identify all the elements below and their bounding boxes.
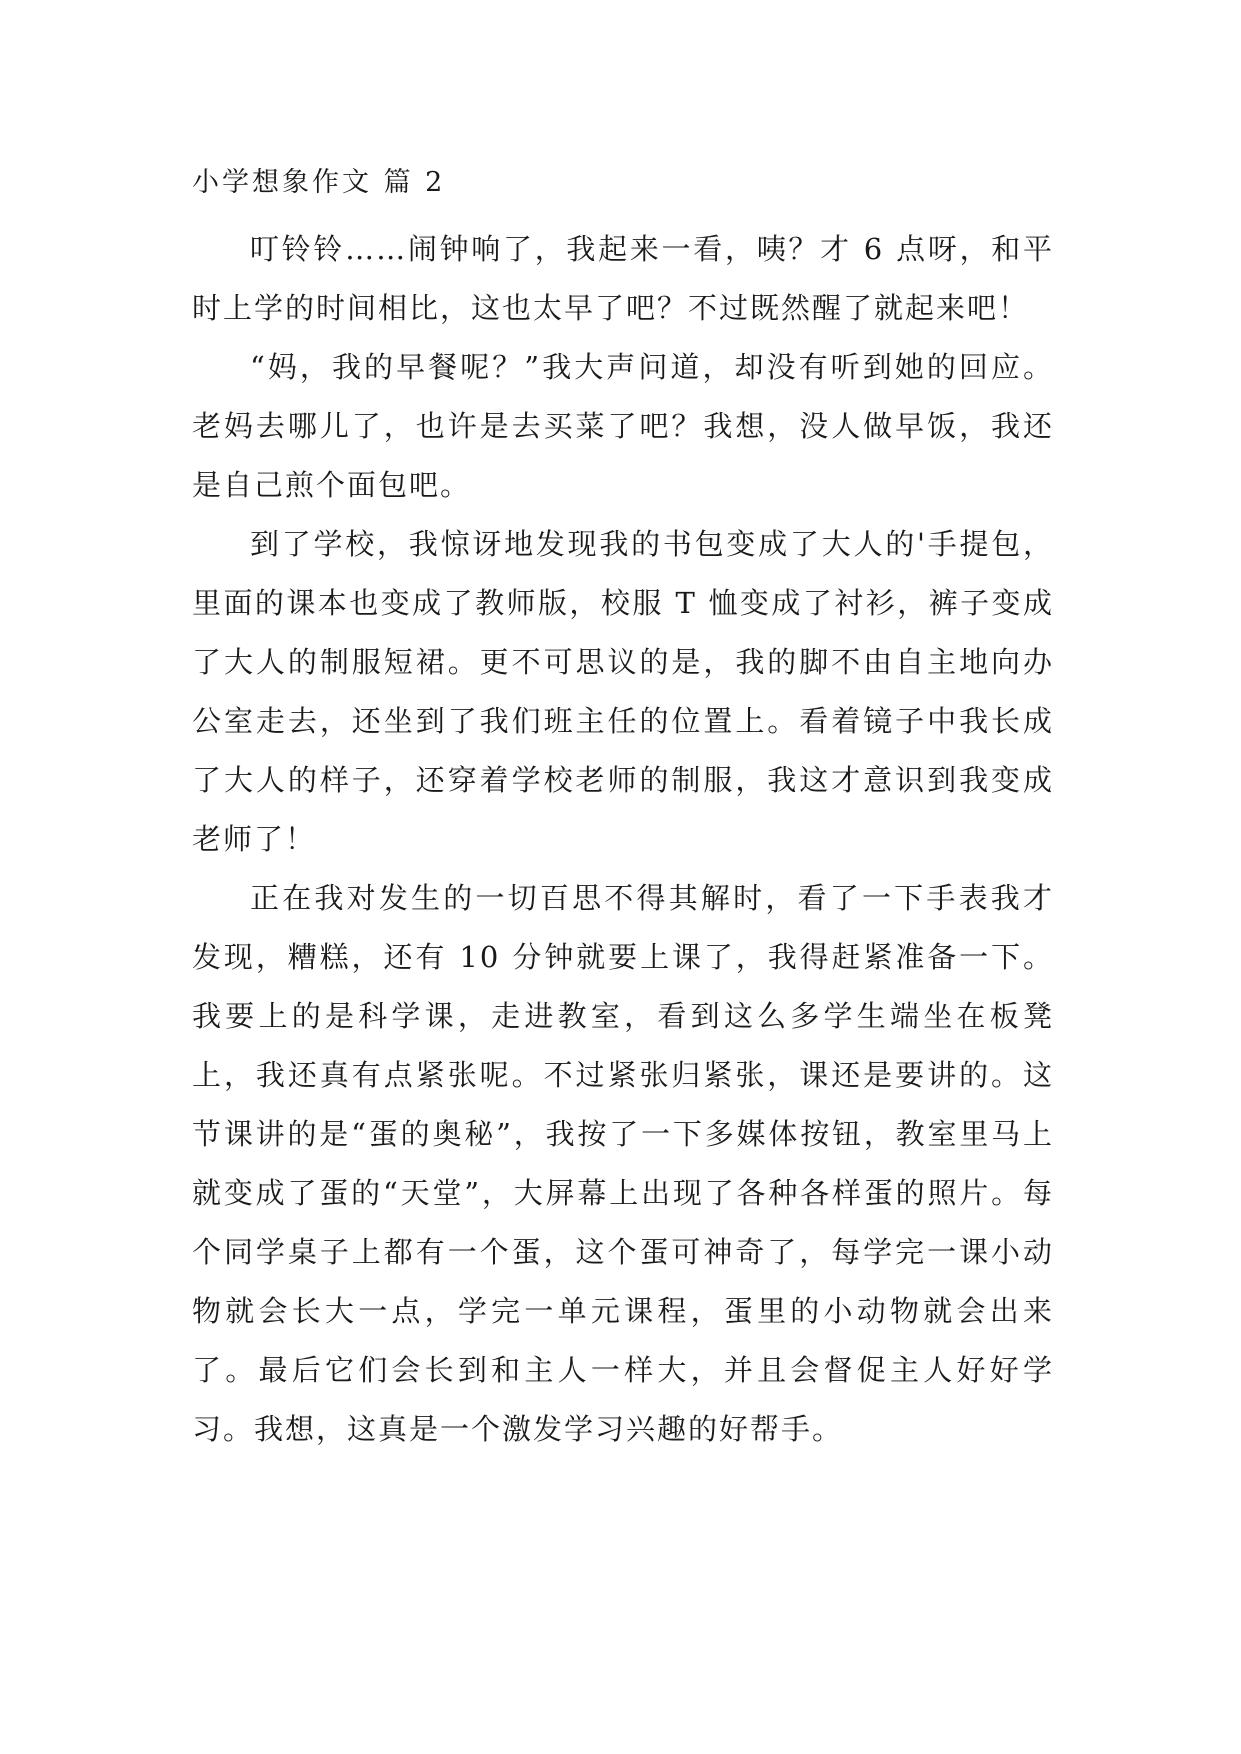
paragraph-1: 叮铃铃……闹钟响了，我起来一看，咦？才 6 点呀，和平时上学的时间相比，这也太早了吧？不过既然醒了就起来吧！ (192, 232, 1054, 325)
paragraph-2: “妈，我的早餐呢？”我大声问道，却没有听到她的回应。老妈去哪儿了，也许是去买菜了吧？我想，没人做早饭，我还是自己煎个面包吧。 (192, 350, 1054, 502)
document-title: 小学想象作文 篇 2 (192, 167, 446, 198)
paragraph-4: 正在我对发生的一切百思不得其解时，看了一下手表我才发现，糟糕，还有 10 分钟就要上课了，我得赶紧准备一下。我要上的是科学课，走进教室，看到这么多学生端坐在板凳上，我还真有点紧张呢。不过紧张归紧张，课还是要讲的。这节课讲的是“蛋的奥秘”，我按了一下多媒体按钮，教室里马上就变成了蛋的“天堂”，大屏幕上出现了各种各样蛋的照片。每个同学桌子上都有一个蛋，这个蛋可神奇了，每学完一课小动物就会长大一点，学完一单元课程，蛋里的小动物就会出来了。最后它们会长到和主人一样大，并且会督促主人好好学习。我想，这真是一个激发学习兴趣的好帮手。 (192, 881, 1054, 1446)
document-body (192, 162, 1054, 1459)
paragraph-3: 到了学校，我惊讶地发现我的书包变成了大人的'手提包，里面的课本也变成了教师版，校服 T 恤变成了衬衫，裤子变成了大人的制服短裙。更不可思议的是，我的脚不由自主地向办公室走去，还坐到了我们班主任的位置上。看着镜子中我长成了大人的样子，还穿着学校老师的制服，我这才意识到我变成老师了！ (192, 527, 1054, 856)
